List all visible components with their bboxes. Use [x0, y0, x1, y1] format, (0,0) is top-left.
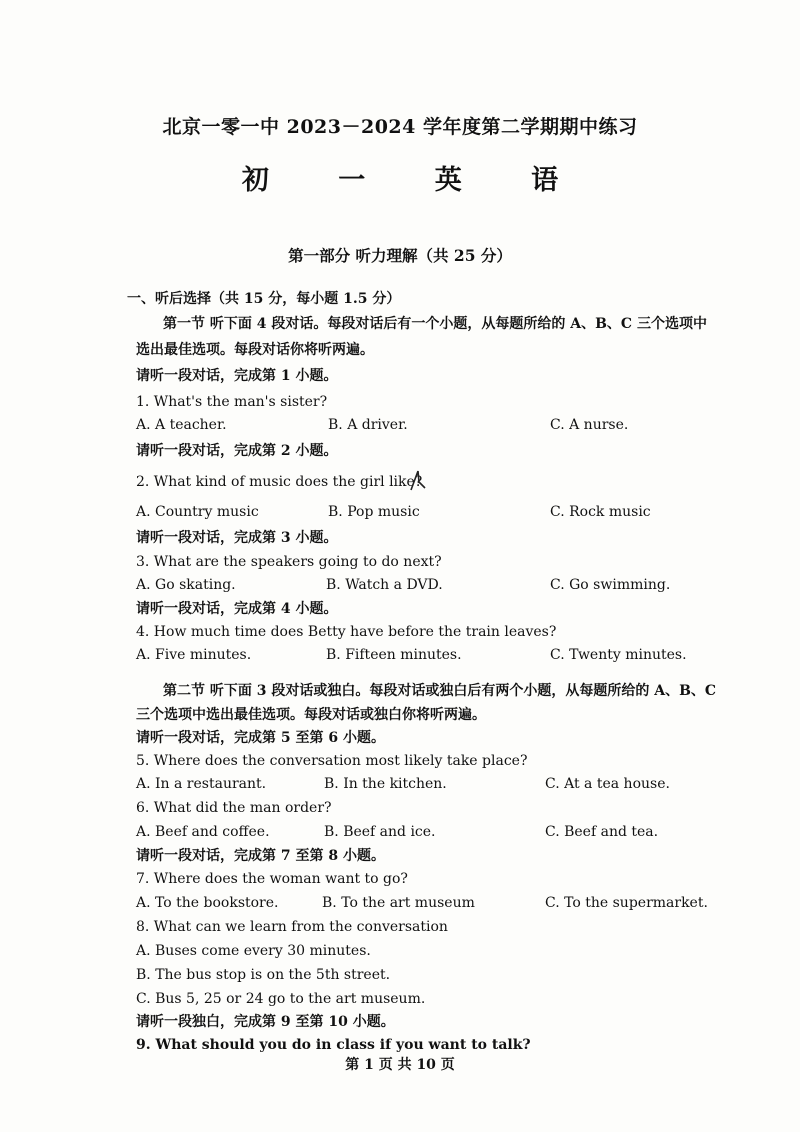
q8-option-b: B. The bus stop is on the 5th street.: [136, 967, 391, 983]
q1-option-b: B. A driver.: [328, 417, 408, 433]
q6-option-b: B. Beef and ice.: [324, 824, 436, 840]
q1-option-c: C. A nurse.: [550, 417, 629, 433]
q1-option-a: A. A teacher.: [136, 417, 227, 433]
section1-intro-line2: 选出最佳选项。每段对话你将听两遍。: [136, 342, 374, 358]
q5-option-c: C. At a tea house.: [545, 776, 670, 792]
question-5: 5. Where does the conversation most likely take place?: [136, 753, 528, 769]
instruction-q9-10: 请听一段独白，完成第 9 至第 10 小题。: [136, 1014, 395, 1030]
q8-option-c: C. Bus 5, 25 or 24 go to the art museum.: [136, 991, 426, 1007]
question-9: 9. What should you do in class if you want to talk?: [136, 1037, 531, 1053]
question-8: 8. What can we learn from the conversation: [136, 919, 448, 935]
q5-option-b: B. In the kitchen.: [324, 776, 447, 792]
q7-option-b: B. To the art museum: [322, 895, 475, 911]
instruction-q2: 请听一段对话，完成第 2 小题。: [136, 443, 338, 459]
instruction-q7-8: 请听一段对话，完成第 7 至第 8 小题。: [136, 848, 385, 864]
q4-option-a: A. Five minutes.: [136, 647, 252, 663]
instruction-q1: 请听一段对话，完成第 1 小题。: [136, 368, 338, 384]
q6-option-c: C. Beef and tea.: [545, 824, 659, 840]
q5-option-a: A. In a restaurant.: [136, 776, 267, 792]
section1-intro-line1: 第一节 听下面 4 段对话。每段对话后有一个小题，从每题所给的 A、B、C 三个选项中: [163, 316, 707, 332]
instruction-q3: 请听一段对话，完成第 3 小题。: [136, 530, 338, 546]
part-title: 第一部分 听力理解（共 25 分）: [288, 246, 512, 265]
q2-option-b: B. Pop music: [328, 504, 420, 520]
subject-title: 初 一 英 语: [241, 165, 589, 196]
instruction-q4: 请听一段对话，完成第 4 小题。: [136, 601, 338, 617]
q2-option-a: A. Country music: [136, 504, 259, 520]
q3-option-b: B. Watch a DVD.: [326, 577, 443, 593]
q3-option-a: A. Go skating.: [136, 577, 236, 593]
handwritten-checkmark: [408, 468, 428, 494]
page-number: 第 1 页 共 10 页: [345, 1057, 455, 1073]
instruction-q5-6: 请听一段对话，完成第 5 至第 6 小题。: [136, 730, 385, 746]
question-4: 4. How much time does Betty have before the train leaves?: [136, 624, 557, 640]
q4-option-b: B. Fifteen minutes.: [326, 647, 462, 663]
section2-intro-line1: 第二节 听下面 3 段对话或独白。每段对话或独白后有两个小题，从每题所给的 A、B、C: [163, 683, 717, 699]
q4-option-c: C. Twenty minutes.: [550, 647, 687, 663]
q7-option-a: A. To the bookstore.: [136, 895, 279, 911]
question-7: 7. Where does the woman want to go?: [136, 871, 408, 887]
section-heading: 一、听后选择（共 15 分，每小题 1.5 分）: [127, 291, 401, 307]
q2-option-c: C. Rock music: [550, 504, 651, 520]
q8-option-a: A. Buses come every 30 minutes.: [136, 943, 371, 959]
question-3: 3. What are the speakers going to do next?: [136, 554, 442, 570]
section2-intro-line2: 三个选项中选出最佳选项。每段对话或独白你将听两遍。: [136, 707, 486, 723]
q7-option-c: C. To the supermarket.: [545, 895, 708, 911]
question-1: 1. What's the man's sister?: [136, 394, 328, 410]
q3-option-c: C. Go swimming.: [550, 577, 671, 593]
question-6: 6. What did the man order?: [136, 800, 332, 816]
exam-title: 北京一零一中 2023－2024 学年度第二学期期中练习: [162, 116, 638, 138]
q6-option-a: A. Beef and coffee.: [136, 824, 270, 840]
question-2: 2. What kind of music does the girl like?: [136, 474, 423, 490]
